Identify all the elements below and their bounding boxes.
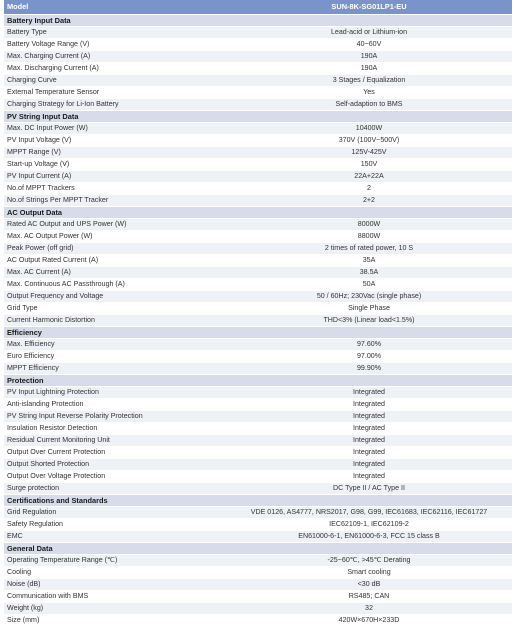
table-row — [4, 255, 512, 267]
table-row — [4, 447, 512, 459]
table-row — [4, 339, 512, 351]
table-row — [4, 363, 512, 375]
spec-value: 8800W — [226, 231, 512, 243]
table-row — [4, 159, 512, 171]
spec-label: Noise (dB) — [4, 579, 226, 591]
model-label: Model — [4, 0, 226, 15]
table-row — [4, 351, 512, 363]
table-row — [4, 591, 512, 603]
spec-label: External Temperature Sensor — [4, 87, 226, 99]
spec-value: EN61000-6-1, EN61000-6-3, FCC 15 class B — [226, 531, 512, 543]
spec-value: 190A — [226, 63, 512, 75]
spec-value: 32 — [226, 603, 512, 615]
spec-label: PV Input Current (A) — [4, 171, 226, 183]
spec-label: Output Over Voltage Protection — [4, 471, 226, 483]
table-row — [4, 519, 512, 531]
spec-value: VDE 0126, AS4777, NRS2017, G98, G99, IEC61683, IEC62116, IEC61727 — [226, 507, 512, 519]
spec-value: Self-adaption to BMS — [226, 99, 512, 111]
table-row — [4, 387, 512, 399]
spec-value: Integrated — [226, 459, 512, 471]
spec-label: Max. DC Input Power (W) — [4, 123, 226, 135]
section-title: Protection — [4, 375, 512, 387]
table-row — [4, 99, 512, 111]
spec-value: <30 dB — [226, 579, 512, 591]
spec-label: Safety Regulation — [4, 519, 226, 531]
section-header — [4, 495, 512, 507]
spec-label: Max. Discharging Current (A) — [4, 63, 226, 75]
section-title: AC Output Data — [4, 207, 512, 219]
spec-value: 97.00% — [226, 351, 512, 363]
spec-label: Max. Charging Current (A) — [4, 51, 226, 63]
spec-label: Rated AC Output and UPS Power (W) — [4, 219, 226, 231]
table-header-row — [4, 0, 512, 15]
spec-label: Surge protection — [4, 483, 226, 495]
spec-value: DC Type II / AC Type II — [226, 483, 512, 495]
spec-label: Grid Regulation — [4, 507, 226, 519]
section-title: Battery Input Data — [4, 15, 512, 27]
spec-label: Communication with BMS — [4, 591, 226, 603]
table-row — [4, 87, 512, 99]
spec-value: IEC62109-1, IEC62109-2 — [226, 519, 512, 531]
spec-value: 38.5A — [226, 267, 512, 279]
spec-value: 22A+22A — [226, 171, 512, 183]
spec-value: -25~60℃, >45℃ Derating — [226, 555, 512, 567]
table-row — [4, 147, 512, 159]
spec-label: MPPT Range (V) — [4, 147, 226, 159]
spec-label: Peak Power (off grid) — [4, 243, 226, 255]
spec-value: 50A — [226, 279, 512, 291]
table-row — [4, 183, 512, 195]
spec-label: PV Input Lightning Protection — [4, 387, 226, 399]
section-title: PV String Input Data — [4, 111, 512, 123]
spec-value: Smart cooling — [226, 567, 512, 579]
table-row — [4, 171, 512, 183]
spec-value: 35A — [226, 255, 512, 267]
spec-label: Start-up Voltage (V) — [4, 159, 226, 171]
spec-label: Current Harmonic Distortion — [4, 315, 226, 327]
spec-value: Single Phase — [226, 303, 512, 315]
table-row — [4, 267, 512, 279]
spec-label: Weight (kg) — [4, 603, 226, 615]
spec-table-body — [4, 0, 512, 627]
table-row — [4, 567, 512, 579]
spec-label: Operating Temperature Range (℃) — [4, 555, 226, 567]
spec-label: AC Output Rated Current (A) — [4, 255, 226, 267]
spec-table — [4, 0, 512, 627]
section-title: Certifications and Standards — [4, 495, 512, 507]
spec-label: Max. AC Output Power (W) — [4, 231, 226, 243]
table-row — [4, 459, 512, 471]
table-row — [4, 135, 512, 147]
spec-label: Charging Strategy for Li-Ion Battery — [4, 99, 226, 111]
table-row — [4, 399, 512, 411]
table-row — [4, 615, 512, 627]
spec-value: Yes — [226, 87, 512, 99]
table-row — [4, 555, 512, 567]
spec-value: 2 times of rated power, 10 S — [226, 243, 512, 255]
table-row — [4, 27, 512, 39]
table-row — [4, 411, 512, 423]
table-row — [4, 63, 512, 75]
spec-value: Integrated — [226, 447, 512, 459]
spec-label: No.of MPPT Trackers — [4, 183, 226, 195]
spec-label: Output Frequency and Voltage — [4, 291, 226, 303]
section-header — [4, 111, 512, 123]
spec-value: Integrated — [226, 423, 512, 435]
spec-label: Size (mm) — [4, 615, 226, 627]
model-name: SUN-8K-SG01LP1-EU — [226, 0, 512, 15]
spec-value: Integrated — [226, 399, 512, 411]
section-header — [4, 15, 512, 27]
table-row — [4, 279, 512, 291]
spec-label: MPPT Efficiency — [4, 363, 226, 375]
spec-value: 2 — [226, 183, 512, 195]
spec-label: Anti-islanding Protection — [4, 399, 226, 411]
spec-label: Battery Voltage Range (V) — [4, 39, 226, 51]
spec-label: Battery Type — [4, 27, 226, 39]
spec-value: Integrated — [226, 411, 512, 423]
table-row — [4, 423, 512, 435]
spec-value: 125V-425V — [226, 147, 512, 159]
spec-label: EMC — [4, 531, 226, 543]
spec-label: Cooling — [4, 567, 226, 579]
table-row — [4, 531, 512, 543]
table-row — [4, 303, 512, 315]
spec-value: 10400W — [226, 123, 512, 135]
spec-value: 50 / 60Hz; 230Vac (single phase) — [226, 291, 512, 303]
table-row — [4, 507, 512, 519]
table-row — [4, 195, 512, 207]
table-row — [4, 435, 512, 447]
spec-label: Euro Efficiency — [4, 351, 226, 363]
table-row — [4, 291, 512, 303]
spec-value: 40~60V — [226, 39, 512, 51]
spec-value: Integrated — [226, 471, 512, 483]
spec-value: 420W×670H×233D — [226, 615, 512, 627]
spec-value: 2+2 — [226, 195, 512, 207]
spec-value: 97.60% — [226, 339, 512, 351]
section-header — [4, 543, 512, 555]
spec-label: Insulation Resistor Detection — [4, 423, 226, 435]
spec-label: Max. Continuous AC Passthrough (A) — [4, 279, 226, 291]
spec-value: 150V — [226, 159, 512, 171]
table-row — [4, 243, 512, 255]
spec-label: PV String Input Reverse Polarity Protection — [4, 411, 226, 423]
table-row — [4, 219, 512, 231]
spec-label: Grid Type — [4, 303, 226, 315]
spec-value: 99.90% — [226, 363, 512, 375]
spec-label: Max. Efficiency — [4, 339, 226, 351]
spec-value: 8000W — [226, 219, 512, 231]
spec-label: PV Input Voltage (V) — [4, 135, 226, 147]
section-title: General Data — [4, 543, 512, 555]
table-row — [4, 39, 512, 51]
section-header — [4, 207, 512, 219]
table-row — [4, 315, 512, 327]
spec-label: Output Shorted Protection — [4, 459, 226, 471]
spec-value: Integrated — [226, 435, 512, 447]
spec-label: Residual Current Monitoring Unit — [4, 435, 226, 447]
spec-label: Max. AC Current (A) — [4, 267, 226, 279]
table-row — [4, 471, 512, 483]
table-row — [4, 483, 512, 495]
spec-label: Output Over Current Protection — [4, 447, 226, 459]
table-row — [4, 75, 512, 87]
spec-value: THD<3% (Linear load<1.5%) — [226, 315, 512, 327]
spec-value: 370V (100V~500V) — [226, 135, 512, 147]
table-row — [4, 123, 512, 135]
table-row — [4, 603, 512, 615]
spec-label: Charging Curve — [4, 75, 226, 87]
table-row — [4, 579, 512, 591]
section-header — [4, 375, 512, 387]
spec-value: Integrated — [226, 387, 512, 399]
spec-value: 3 Stages / Equalization — [226, 75, 512, 87]
spec-value: Lead-acid or Lithium-ion — [226, 27, 512, 39]
spec-value: 190A — [226, 51, 512, 63]
table-row — [4, 231, 512, 243]
section-title: Efficiency — [4, 327, 512, 339]
spec-value: RS485; CAN — [226, 591, 512, 603]
table-row — [4, 51, 512, 63]
section-header — [4, 327, 512, 339]
spec-label: No.of Strings Per MPPT Tracker — [4, 195, 226, 207]
